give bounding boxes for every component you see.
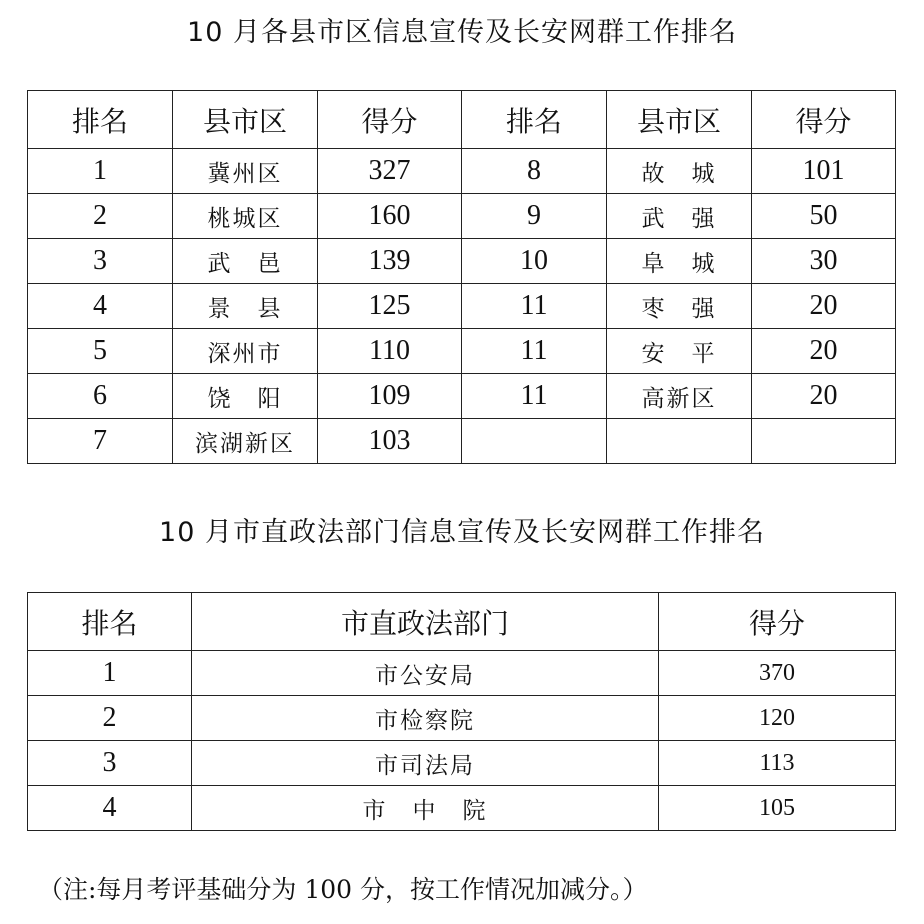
score-cell: 109 <box>318 374 462 419</box>
rank-cell: 9 <box>462 194 607 239</box>
table-row <box>28 194 896 239</box>
score-cell: 20 <box>752 374 896 419</box>
rank-cell: 7 <box>28 419 173 464</box>
table-row <box>28 696 896 741</box>
dept-cell: 市公安局 <box>192 651 659 696</box>
county-cell: 饶 阳 <box>173 374 318 419</box>
header-score: 得分 <box>752 91 896 149</box>
county-ranking-table <box>27 90 896 464</box>
county-ranking-title: 10 月各县市区信息宣传及长安网群工作排名 <box>187 17 737 48</box>
table-row <box>28 239 896 284</box>
table-row <box>28 651 896 696</box>
rank-cell: 6 <box>28 374 173 419</box>
table-header-row <box>28 593 896 651</box>
header-rank: 排名 <box>462 91 607 149</box>
county-cell: 景 县 <box>173 284 318 329</box>
rank-cell: 11 <box>462 329 607 374</box>
header-rank: 排名 <box>28 593 192 651</box>
score-cell: 327 <box>318 149 462 194</box>
score-cell: 101 <box>752 149 896 194</box>
county-cell: 故 城 <box>607 149 752 194</box>
county-cell: 冀州区 <box>173 149 318 194</box>
table-row <box>28 374 896 419</box>
county-cell: 桃城区 <box>173 194 318 239</box>
header-rank: 排名 <box>28 91 173 149</box>
table-row <box>28 419 896 464</box>
rank-cell: 11 <box>462 374 607 419</box>
table-row <box>28 284 896 329</box>
dept-cell: 市司法局 <box>192 741 659 786</box>
rank-cell: 4 <box>28 786 192 831</box>
header-dept: 市直政法部门 <box>192 593 659 651</box>
score-cell: 110 <box>318 329 462 374</box>
county-cell: 安 平 <box>607 329 752 374</box>
score-cell: 125 <box>318 284 462 329</box>
header-county: 县市区 <box>173 91 318 149</box>
county-cell: 高新区 <box>607 374 752 419</box>
dept-ranking-table <box>27 592 896 831</box>
score-cell: 370 <box>659 651 896 696</box>
score-cell: 105 <box>659 786 896 831</box>
county-cell: 武 邑 <box>173 239 318 284</box>
score-cell: 139 <box>318 239 462 284</box>
rank-cell: 10 <box>462 239 607 284</box>
table-row <box>28 329 896 374</box>
county-cell: 阜 城 <box>607 239 752 284</box>
header-county: 县市区 <box>607 91 752 149</box>
score-cell: 20 <box>752 284 896 329</box>
county-cell: 深州市 <box>173 329 318 374</box>
score-cell: 120 <box>659 696 896 741</box>
rank-cell: 11 <box>462 284 607 329</box>
county-cell: 枣 强 <box>607 284 752 329</box>
score-cell: 160 <box>318 194 462 239</box>
table-row <box>28 741 896 786</box>
header-score: 得分 <box>318 91 462 149</box>
rank-cell: 2 <box>28 194 173 239</box>
score-cell: 113 <box>659 741 896 786</box>
header-score: 得分 <box>659 593 896 651</box>
score-cell: 30 <box>752 239 896 284</box>
dept-cell: 市检察院 <box>192 696 659 741</box>
footnote: （注:每月考评基础分为 100 分，按工作情况加减分。） <box>38 875 648 904</box>
score-cell: 103 <box>318 419 462 464</box>
table-header-row <box>28 91 896 149</box>
rank-cell: 4 <box>28 284 173 329</box>
empty-cell <box>462 419 607 464</box>
county-cell: 武 强 <box>607 194 752 239</box>
empty-cell <box>752 419 896 464</box>
rank-cell: 2 <box>28 696 192 741</box>
empty-cell <box>607 419 752 464</box>
rank-cell: 1 <box>28 651 192 696</box>
score-cell: 50 <box>752 194 896 239</box>
rank-cell: 3 <box>28 741 192 786</box>
dept-ranking-title: 10 月市直政法部门信息宣传及长安网群工作排名 <box>159 517 765 548</box>
county-cell: 滨湖新区 <box>173 419 318 464</box>
rank-cell: 8 <box>462 149 607 194</box>
rank-cell: 1 <box>28 149 173 194</box>
dept-cell: 市 中 院 <box>192 786 659 831</box>
score-cell: 20 <box>752 329 896 374</box>
rank-cell: 5 <box>28 329 173 374</box>
rank-cell: 3 <box>28 239 173 284</box>
table-row <box>28 149 896 194</box>
table-row <box>28 786 896 831</box>
